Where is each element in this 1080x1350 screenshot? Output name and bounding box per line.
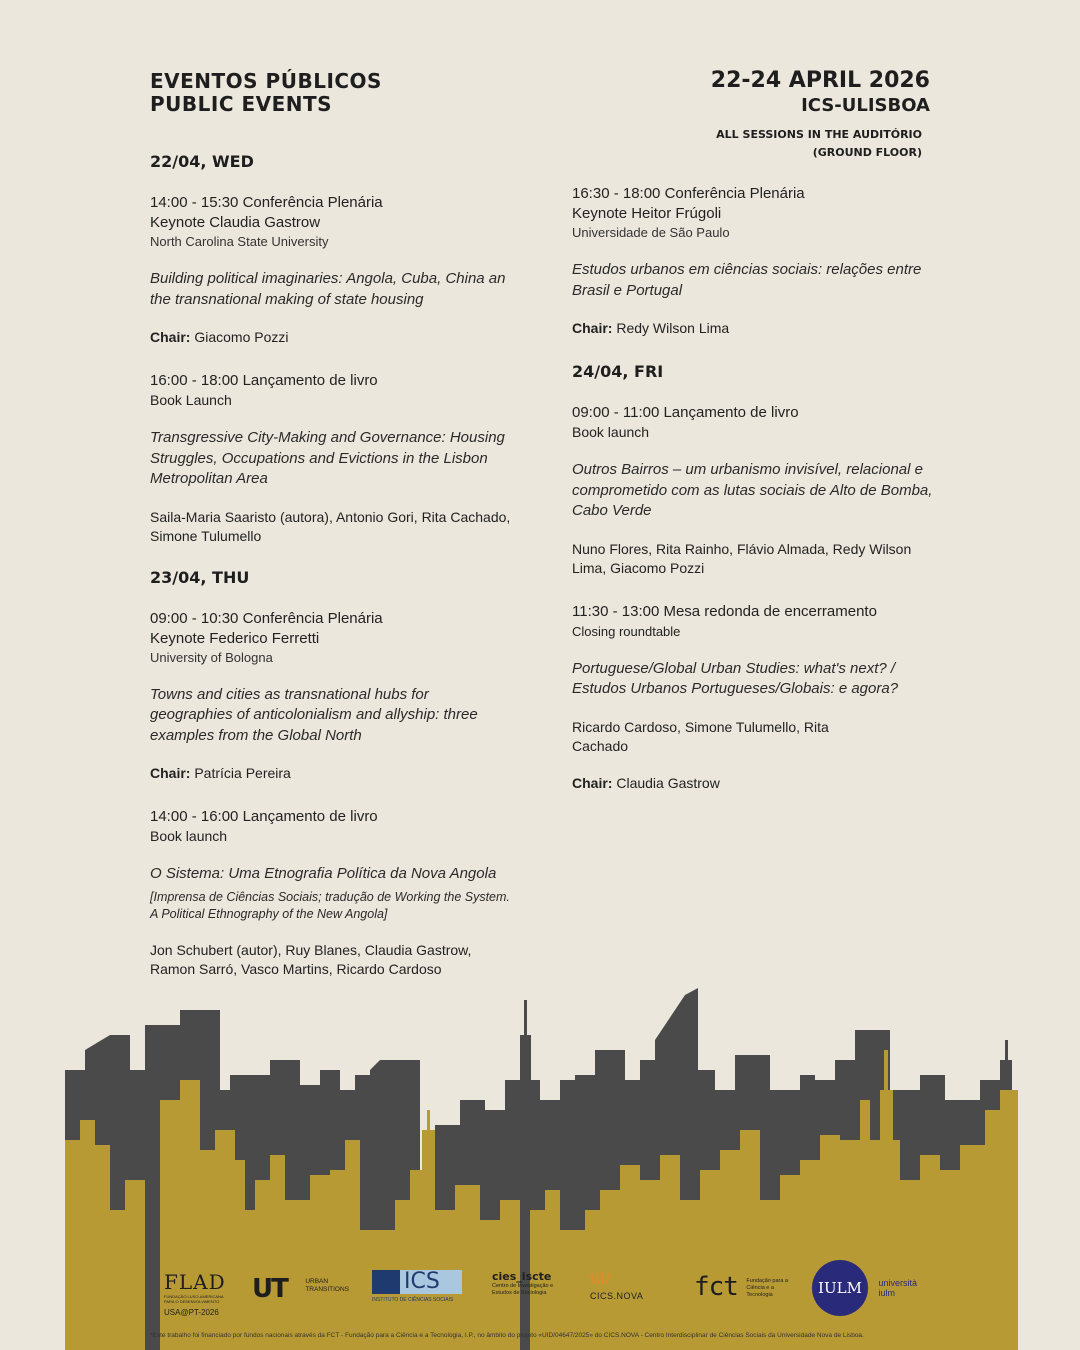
event-time-type: 14:00 - 15:30 Conferência Plenária [150, 194, 383, 211]
ut-logo-mark: UT [252, 1274, 287, 1304]
event-people: Ricardo Cardoso, Simone Tulumello, Rita Cachado [572, 718, 829, 754]
venue-note [711, 126, 922, 162]
flad-tag: USA@PT-2026 [164, 1308, 219, 1317]
ics-logo [372, 1270, 462, 1303]
event-time-type: 09:00 - 10:30 Conferência Plenária [150, 609, 383, 627]
day-heading-fri: 24/04, FRI [572, 362, 664, 381]
cicsnova-rays-icon [590, 1270, 616, 1286]
event-time-type: 11:30 - 13:00 Mesa redonda de encerramento [572, 602, 877, 620]
event-title: Portuguese/Global Urban Studies: what's next? / Estudos Urbanos Portugueses/Globais: e agora? [572, 659, 899, 697]
ut-logo-text: URBAN TRANSITIONS [305, 1278, 350, 1293]
event-title: Estudos urbanos em ciências sociais: relações entre Brasil e Portugal [572, 261, 922, 299]
chair-name: Claudia Gastrow [616, 774, 720, 791]
chair-name: Patrícia Pereira [194, 765, 291, 781]
event-chair [572, 774, 937, 793]
iulm-logo [812, 1260, 924, 1316]
event-title: Outros Bairros – um urbanismo invisível, relacional e comprometido com as lutas sociais de Alto de Bomba, Cabo Verde [572, 461, 933, 519]
event-time-type: 14:00 - 16:00 Lançamento de livro [150, 808, 378, 825]
event-title: Transgressive City-Making and Governance: Housing Struggles, Occupations and Evictions in the Lisbon Metropolitan Area [150, 429, 505, 487]
ics-logo-block [372, 1270, 400, 1294]
event-closing-roundtable [572, 602, 937, 793]
ics-logo-sub: INSTITUTO DE CIÊNCIAS SOCIAIS [372, 1297, 454, 1303]
chair-label: Chair: [572, 774, 613, 791]
event-time-type: 16:30 - 18:00 Conferência Plenária [572, 185, 805, 202]
title-en: PUBLIC EVENTS [150, 92, 333, 116]
iulm-logo-text: università iulm [878, 1278, 917, 1298]
cies-logo [492, 1270, 572, 1297]
venue-note-line2: (GROUND FLOOR) [812, 146, 922, 159]
event-venue: ICS-ULISBOA [801, 95, 930, 116]
event-subtitle: Book launch [572, 424, 650, 440]
cicsnova-logo [590, 1270, 660, 1301]
event-subtitle: Book launch [150, 828, 228, 844]
fct-logo-sub: Fundação para a Ciência e a Tecnologia [746, 1278, 789, 1298]
event-subtitle: Keynote Claudia Gastrow [150, 214, 321, 231]
left-column [150, 152, 515, 1003]
flad-logo-text: FLAD [164, 1270, 226, 1294]
event-institution: North Carolina State University [150, 234, 329, 249]
event-chair [150, 764, 515, 783]
event-subtitle: Book Launch [150, 392, 232, 408]
event-title: Towns and cities as transnational hubs for geographies of anticolonialism and allyship: three examples from the Global North [150, 685, 478, 744]
funding-footnote: *Este trabalho foi financiado por fundos nacionais através da FCT - Fundação para a Ciência e a Tecnologia, I.P., no âmbito do projeto «UID/04647/2025» do CICS.NOVA - Centro Interdisciplinar de Ciências Sociais da Universidade Nova de Lisboa. [150, 1332, 864, 1339]
chair-name: Giacomo Pozzi [194, 329, 289, 345]
event-people: Saila-Maria Saaristo (autora), Antonio Gori, Rita Cachado, Simone Tulumello [150, 508, 511, 544]
sponsor-logos [150, 1260, 940, 1320]
fct-logo-mark: fct [694, 1272, 738, 1302]
chair-label: Chair: [572, 320, 613, 336]
event-people: Jon Schubert (autor), Ruy Blanes, Claudia Gastrow, Ramon Sarró, Vasco Martins, Ricardo Cardoso [150, 941, 472, 977]
cicsnova-logo-text: CICS.NOVA [590, 1291, 644, 1301]
venue-note-line1: ALL SESSIONS IN THE AUDITÓRIO [716, 128, 922, 141]
event-book-launch-sistema [150, 807, 515, 979]
event-time-type: 16:00 - 18:00 Lançamento de livro [150, 372, 378, 389]
event-book-launch-transgressive [150, 371, 515, 546]
event-note: [Imprensa de Ciências Sociais; tradução de Working the System. A Political Ethnography of the New Angola] [150, 889, 510, 921]
right-column [572, 184, 937, 817]
event-title: Building political imaginaries: Angola, Cuba, China an the transnational making of state housing [150, 270, 506, 308]
event-institution: University of Bologna [150, 649, 273, 665]
title-pt: EVENTOS PÚBLICOS [150, 69, 382, 93]
event-keynote-gastrow [150, 193, 515, 347]
event-institution: Universidade de São Paulo [572, 225, 730, 240]
flad-logo [164, 1270, 234, 1317]
event-chair [150, 328, 515, 347]
chair-name: Redy Wilson Lima [616, 320, 730, 336]
event-subtitle: Closing roundtable [572, 623, 681, 639]
page-title [150, 70, 382, 116]
day-heading-thu: 23/04, THU [150, 567, 250, 587]
event-date: 22-24 APRIL 2026 [710, 68, 930, 93]
event-time-type: 09:00 - 11:00 Lançamento de livro [572, 404, 799, 421]
flad-logo-sub: FUNDAÇÃO LUSO-AMERICANA PARA O DESENVOLVIMENTO [164, 1294, 224, 1304]
event-info [711, 68, 930, 162]
chair-label: Chair: [150, 765, 191, 781]
event-subtitle: Keynote Heitor Frúgoli [572, 205, 722, 222]
event-subtitle: Keynote Federico Ferretti [150, 629, 320, 647]
iulm-logo-mark: IULM [812, 1260, 868, 1316]
event-title: O Sistema: Uma Etnografia Política da Nova Angola [150, 865, 497, 882]
ics-logo-text: ICS [400, 1270, 462, 1294]
event-people: Nuno Flores, Rita Rainho, Flávio Almada, Redy Wilson Lima, Giacomo Pozzi [572, 540, 912, 576]
cies-logo-sub: Centro de Investigação e Estudos de Sociologia [492, 1283, 554, 1296]
event-chair [572, 319, 937, 338]
event-keynote-frugoli [572, 184, 937, 338]
event-keynote-ferretti [150, 609, 515, 784]
chair-label: Chair: [150, 329, 191, 345]
ut-logo [252, 1274, 350, 1304]
fct-logo [694, 1272, 794, 1302]
event-book-launch-outros-bairros [572, 403, 937, 578]
cies-logo-text: cies_iscte [492, 1270, 552, 1283]
day-heading-wed: 22/04, WED [150, 152, 254, 171]
